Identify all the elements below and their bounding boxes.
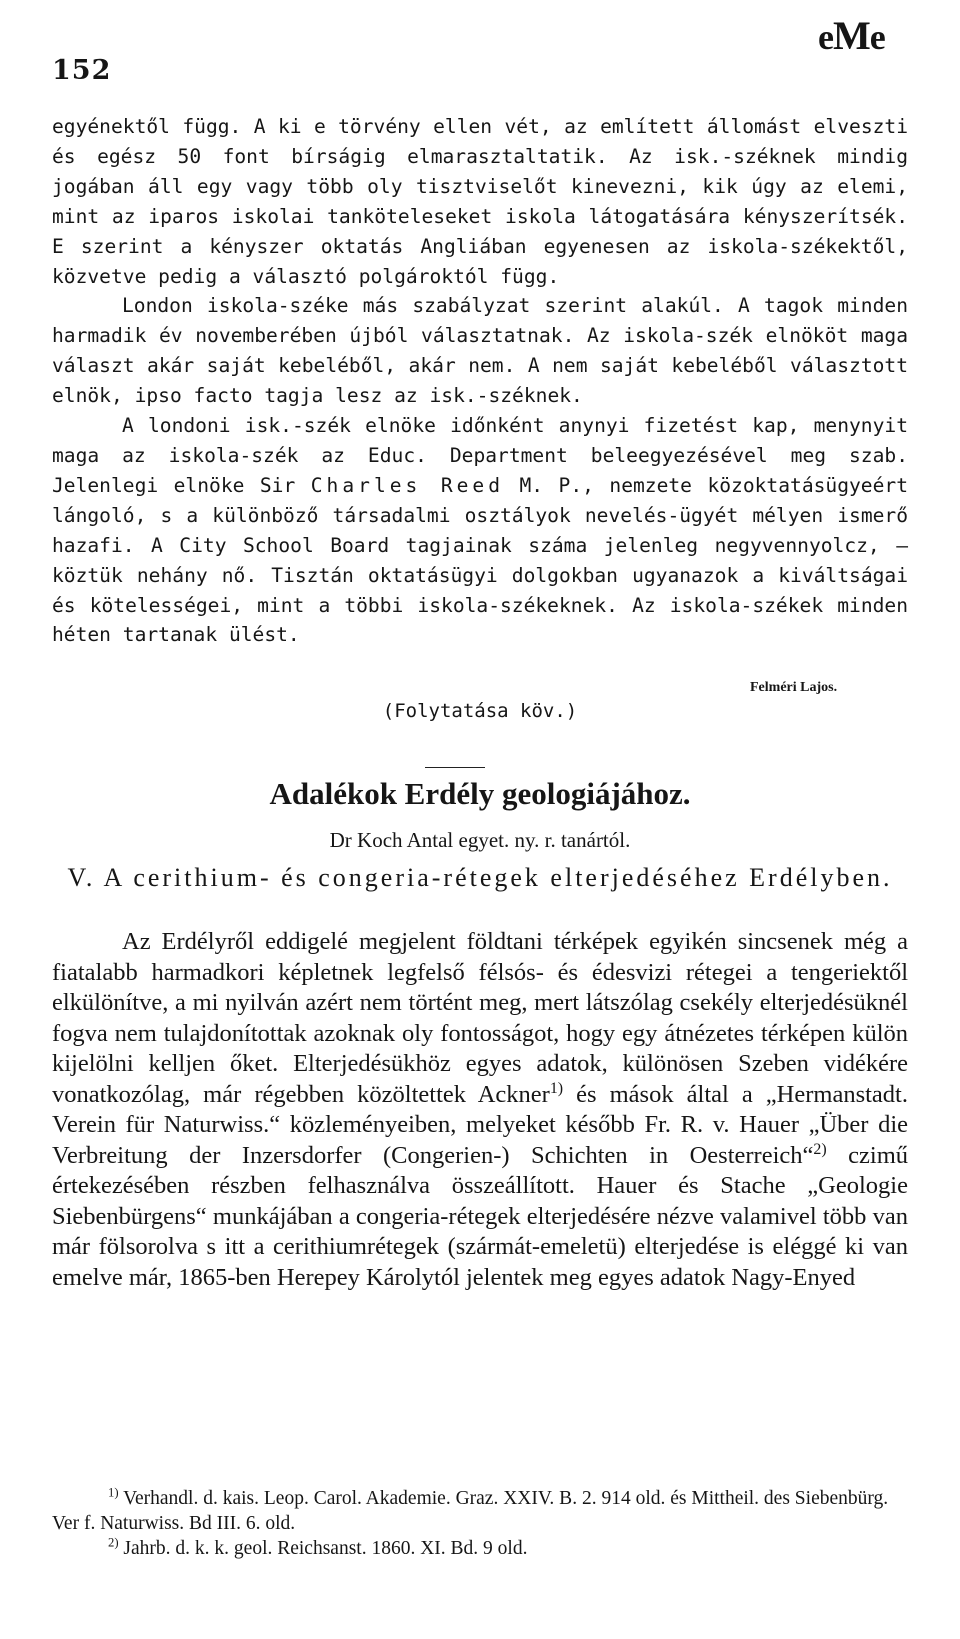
- text-run: M. P., nemzete közoktatásügyeért lángoló, s a különböző társadalmi osztályok nevelés-ügyét mélyen ismerő hazafi. A City School Board tagjainak száma jelenleg negyvennyolcz, — köztük nehány nő. Tisztán oktatásügyi dolgokban ugyanazok a kiváltságai és kötelességei, mint a többi iskola-székeknek. Az iskola-székek minden héten tartanak ülést.: [52, 473, 908, 647]
- article-body: [52, 927, 908, 1293]
- footnote: [52, 1536, 908, 1561]
- footnote-ref: 2): [813, 1140, 827, 1158]
- paragraph: [52, 927, 908, 1293]
- text-run: Az Erdélyről eddigelé megjelent földtani térképek egyikén sincsenek még a fiatalabb harmadkori képletnek legfelső félsós- és édesvizi rétegei a tengeriektől elkülönítve, a mi nyilván azért nem történt meg, mert látszólag csekély elterjedésüknél fogva nem tulajdonítottak azoknak oly fontosságot, hogy egy átnézetes térképen külön kijelölni kelljen őket. Elterjedésükhöz egyes adatok, különösen Szeben vidékére vonatkozólag, már régebben közöltettek Ackner: [52, 928, 908, 1108]
- footnote: [52, 1486, 908, 1536]
- logo-letter-m: M: [832, 13, 870, 58]
- logo-letter-e2: e: [869, 17, 885, 57]
- section-divider: [425, 767, 485, 768]
- footnote-mark: 1): [108, 1485, 119, 1500]
- footnote-text: Verhandl. d. kais. Leop. Carol. Akademie. Graz. XXIV. B. 2. 914 old. és Mittheil. des Siebenbürg. Ver f. Naturwiss. Bd III. 6. old.: [52, 1488, 889, 1534]
- author-signature: Felméri Lajos.: [750, 680, 838, 695]
- paragraph: egyénektől függ. A ki e törvény ellen vét, az említett állomást elveszti és egész 50 font bírságig elmarasztaltatik. Az isk.-széknek mindig jogában áll egy vagy több oly tisztviselőt kinevezni, kik úgy az elemi, mint az iparos iskolai tanköteleseket iskola látogatására kényszerítsék. E szerint a kényszer oktatás Angliában egyenesen az iskola-székektől, közvetve pedig a választó polgároktól függ.: [52, 115, 908, 288]
- article-author: Dr Koch Antal egyet. ny. r. tanártól.: [329, 828, 631, 852]
- article-title: Adalékok Erdély geologiájához.: [269, 776, 691, 811]
- footnotes: [52, 1486, 908, 1561]
- text-run: czimű értekezésében részben felhasználva összeállított. Hauer és Stache „Geologie Siebenbürgens“ munkájában a congeria-rétegek elterjedésére nézve valamivel több van már fölsorolva s itt a cerithiumrétegek (szármát-emeletü) elterjedése is eléggé ki van emelve már, 1865-ben Herepey Károlytól jelentek meg egyes adatok Nagy-Enyed: [52, 1141, 908, 1291]
- logo-letter-e1: e: [818, 17, 833, 57]
- text-run: A londoni isk.-szék elnöke időnként anynyi fizetést kap, menynyit maga az iskola-szék az Educ. Department beleegyezésével meg szab. Jelenlegi elnöke Sir: [52, 414, 908, 497]
- footnote-ref: 1): [549, 1079, 564, 1097]
- spaced-name: Charles Reed: [310, 473, 504, 497]
- footnote-mark: 2): [108, 1535, 119, 1550]
- paragraph: London iskola-széke más szabályzat szerint alakúl. A tagok minden harmadik év novemberében újból választatnak. Az iskola-szék elnököt maga választ akár saját kebeléből, akár nem. A nem saját kebeléből választott elnök, ipso facto tagja lesz az isk.-széknek.: [52, 294, 908, 408]
- previous-article-text: [52, 112, 908, 650]
- publisher-logo: [818, 12, 885, 59]
- page-number: 152: [52, 55, 112, 86]
- footnote-text: Jahrb. d. k. k. geol. Reichsanst. 1860. XI. Bd. 9 old.: [118, 1538, 528, 1559]
- article-subtitle: V. A cerithium- és congeria-rétegek elterjedéséhez Erdélyben.: [67, 863, 893, 892]
- paragraph: [52, 411, 908, 650]
- continued-note: (Folytatása köv.): [382, 700, 578, 722]
- text-run: és mások által a „Hermanstadt. Verein für Naturwiss.“ közleményeiben, melyeket később Fr. R. v. Hauer „Über die Verbreitung der Inzersdorfer (Congerien-) Schichten in Oesterreich“: [52, 1080, 908, 1169]
